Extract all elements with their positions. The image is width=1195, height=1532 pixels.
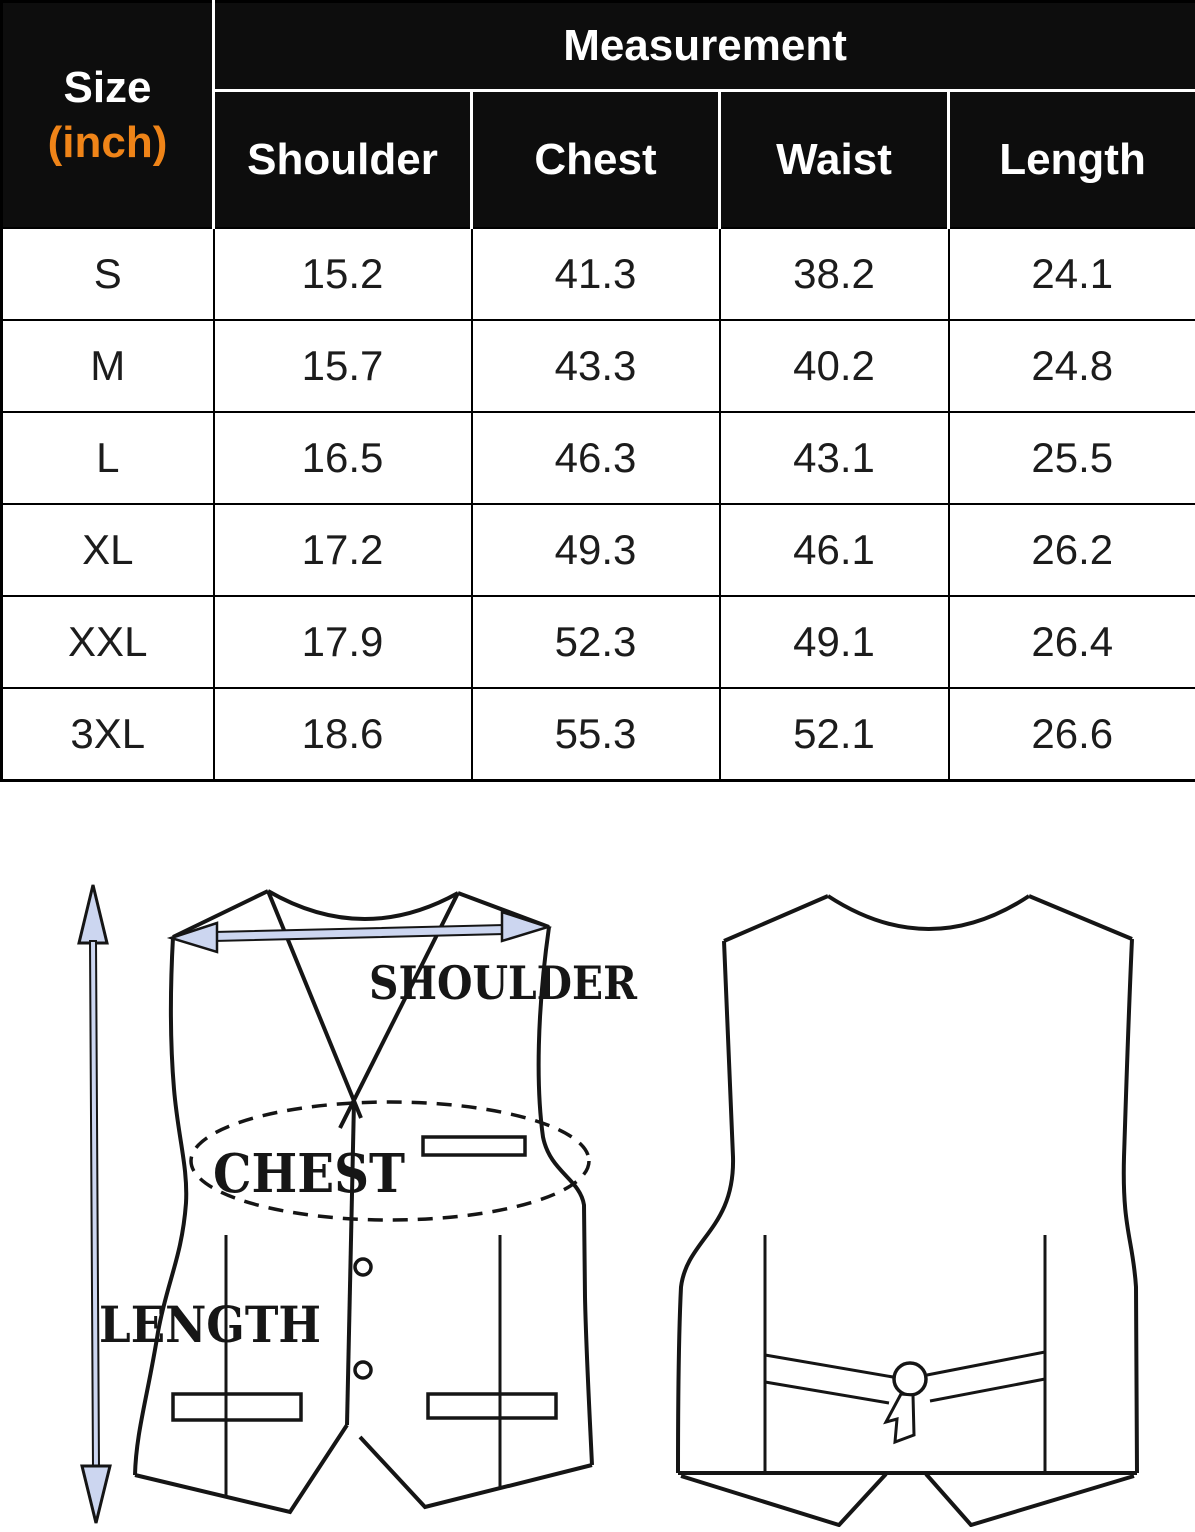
size-cell: XXL bbox=[2, 596, 214, 688]
size-cell: XL bbox=[2, 504, 214, 596]
arrow-down-icon bbox=[82, 1466, 110, 1523]
size-chart-body bbox=[2, 228, 1195, 781]
header-measurement: Measurement bbox=[214, 2, 1195, 91]
shoulder-cell: 17.2 bbox=[214, 504, 472, 596]
header-waist: Waist bbox=[720, 91, 949, 229]
vest-back-left-edge bbox=[678, 941, 733, 1473]
length-label: LENGTH bbox=[99, 1295, 321, 1354]
vest-front-left-hem bbox=[135, 1425, 347, 1512]
shoulder-cell: 15.7 bbox=[214, 320, 472, 412]
shoulder-cell: 15.2 bbox=[214, 228, 472, 320]
size-cell: M bbox=[2, 320, 214, 412]
header-size-label: Size bbox=[3, 60, 212, 115]
vest-back-left-shoulder-seam bbox=[724, 896, 828, 941]
length-arrow bbox=[79, 885, 110, 1523]
table-row bbox=[2, 412, 1195, 504]
table-row bbox=[2, 688, 1195, 781]
size-cell: 3XL bbox=[2, 688, 214, 781]
shoulder-label: SHOULDER bbox=[369, 956, 638, 1010]
header-shoulder: Shoulder bbox=[214, 91, 472, 229]
header-chest: Chest bbox=[472, 91, 720, 229]
waist-cell: 52.1 bbox=[720, 688, 949, 781]
table-row bbox=[2, 504, 1195, 596]
length-cell: 26.2 bbox=[949, 504, 1195, 596]
waist-cell: 40.2 bbox=[720, 320, 949, 412]
vest-front-right-hem bbox=[360, 1437, 592, 1507]
length-cell: 24.8 bbox=[949, 320, 1195, 412]
waist-cell: 43.1 bbox=[720, 412, 949, 504]
vest-front-neck-curve bbox=[268, 891, 458, 919]
vest-back-right-edge bbox=[1124, 939, 1137, 1473]
size-chart-header bbox=[2, 2, 1195, 229]
chest-pocket bbox=[423, 1137, 525, 1155]
chest-cell: 46.3 bbox=[472, 412, 720, 504]
arrow-up-icon bbox=[79, 885, 107, 943]
length-cell: 24.1 bbox=[949, 228, 1195, 320]
length-cell: 26.4 bbox=[949, 596, 1195, 688]
arrow-shaft bbox=[90, 941, 99, 1468]
button-icon bbox=[355, 1259, 371, 1275]
table-row bbox=[2, 596, 1195, 688]
table-row bbox=[2, 320, 1195, 412]
right-pocket bbox=[428, 1394, 556, 1418]
vest-back-drawing bbox=[678, 896, 1137, 1525]
chest-cell: 52.3 bbox=[472, 596, 720, 688]
shoulder-cell: 18.6 bbox=[214, 688, 472, 781]
size-cell: S bbox=[2, 228, 214, 320]
vest-back-neck-curve bbox=[828, 896, 1029, 929]
shoulder-cell: 17.9 bbox=[214, 596, 472, 688]
belt-buckle-icon bbox=[894, 1363, 926, 1395]
shoulder-cell: 16.5 bbox=[214, 412, 472, 504]
header-length: Length bbox=[949, 91, 1195, 229]
table-row bbox=[2, 228, 1195, 320]
chest-cell: 41.3 bbox=[472, 228, 720, 320]
header-inch-label: (inch) bbox=[3, 115, 212, 170]
left-pocket bbox=[173, 1394, 301, 1420]
arrow-shaft bbox=[214, 925, 504, 941]
header-size-inch bbox=[2, 2, 214, 229]
size-cell: L bbox=[2, 412, 214, 504]
button-icon bbox=[355, 1362, 371, 1378]
vest-front-left-lapel bbox=[268, 891, 361, 1118]
vest-measurement-diagram bbox=[0, 837, 1195, 1532]
waist-cell: 38.2 bbox=[720, 228, 949, 320]
belt-tail bbox=[886, 1394, 914, 1442]
vest-back-right-shoulder-seam bbox=[1029, 896, 1132, 939]
length-cell: 25.5 bbox=[949, 412, 1195, 504]
chest-cell: 49.3 bbox=[472, 504, 720, 596]
chest-cell: 43.3 bbox=[472, 320, 720, 412]
waist-cell: 49.1 bbox=[720, 596, 949, 688]
waist-cell: 46.1 bbox=[720, 504, 949, 596]
chest-label: CHEST bbox=[213, 1143, 405, 1205]
chest-cell: 55.3 bbox=[472, 688, 720, 781]
length-cell: 26.6 bbox=[949, 688, 1195, 781]
